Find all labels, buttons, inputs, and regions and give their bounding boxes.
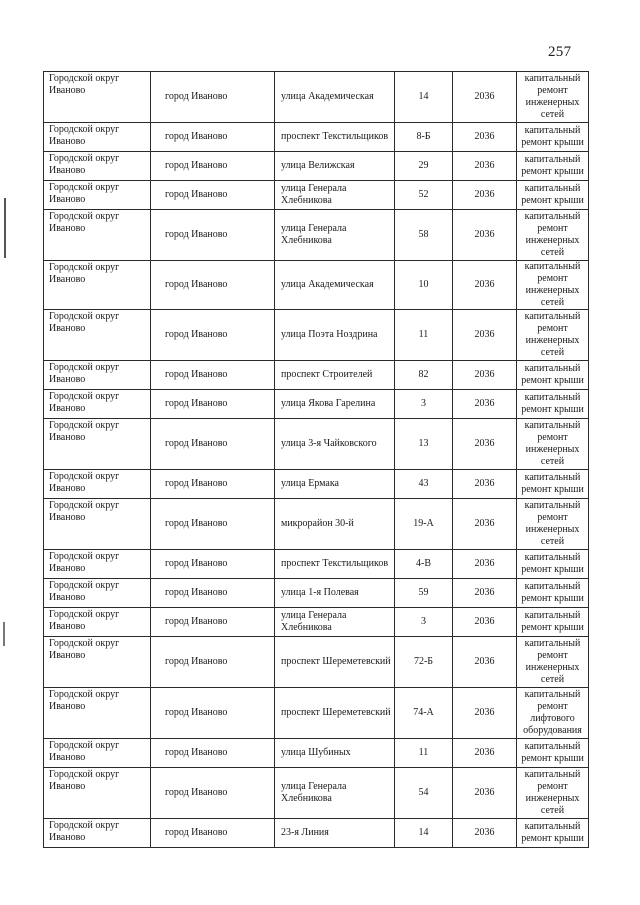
- table-row: [44, 550, 589, 579]
- city-cell: город Иваново: [151, 390, 275, 419]
- city-cell: город Иваново: [151, 470, 275, 499]
- year-cell: 2036: [453, 72, 517, 123]
- owner-cell: Городской округ Иваново: [44, 181, 151, 210]
- owner-cell: Городской округ Иваново: [44, 608, 151, 637]
- work-type-cell: капитальный ремонт инженерных сетей: [517, 310, 589, 361]
- street-cell: улица 1-я Полевая: [275, 579, 395, 608]
- street-cell: улица Якова Гарелина: [275, 390, 395, 419]
- house-number-cell: 14: [395, 819, 453, 848]
- work-type-cell: капитальный ремонт инженерных сетей: [517, 72, 589, 123]
- table-row: [44, 499, 589, 550]
- table-row: [44, 261, 589, 310]
- table-row: [44, 470, 589, 499]
- table-row: [44, 181, 589, 210]
- owner-cell: Городской округ Иваново: [44, 579, 151, 608]
- year-cell: 2036: [453, 579, 517, 608]
- owner-cell: Городской округ Иваново: [44, 550, 151, 579]
- work-type-cell: капитальный ремонт крыши: [517, 390, 589, 419]
- table-row: [44, 310, 589, 361]
- street-cell: улица Шубиных: [275, 739, 395, 768]
- table-row: [44, 361, 589, 390]
- street-cell: улица Ермака: [275, 470, 395, 499]
- street-cell: улица Поэта Ноздрина: [275, 310, 395, 361]
- owner-cell: Городской округ Иваново: [44, 361, 151, 390]
- page-number: 257: [548, 44, 572, 60]
- house-number-cell: 11: [395, 739, 453, 768]
- city-cell: город Иваново: [151, 579, 275, 608]
- street-cell: проспект Шереметевский: [275, 637, 395, 688]
- owner-cell: Городской округ Иваново: [44, 152, 151, 181]
- city-cell: город Иваново: [151, 688, 275, 739]
- city-cell: город Иваново: [151, 819, 275, 848]
- house-number-cell: 19-А: [395, 499, 453, 550]
- register-table: [43, 71, 589, 848]
- city-cell: город Иваново: [151, 361, 275, 390]
- owner-cell: Городской округ Иваново: [44, 123, 151, 152]
- city-cell: город Иваново: [151, 310, 275, 361]
- house-number-cell: 13: [395, 419, 453, 470]
- street-cell: 23-я Линия: [275, 819, 395, 848]
- house-number-cell: 54: [395, 768, 453, 819]
- work-type-cell: капитальный ремонт крыши: [517, 181, 589, 210]
- house-number-cell: 10: [395, 261, 453, 310]
- year-cell: 2036: [453, 261, 517, 310]
- city-cell: город Иваново: [151, 152, 275, 181]
- house-number-cell: 58: [395, 210, 453, 261]
- year-cell: 2036: [453, 688, 517, 739]
- city-cell: город Иваново: [151, 181, 275, 210]
- year-cell: 2036: [453, 499, 517, 550]
- table-row: [44, 819, 589, 848]
- house-number-cell: 11: [395, 310, 453, 361]
- street-cell: проспект Текстильщиков: [275, 123, 395, 152]
- year-cell: 2036: [453, 152, 517, 181]
- work-type-cell: капитальный ремонт крыши: [517, 361, 589, 390]
- table-row: [44, 419, 589, 470]
- owner-cell: Городской округ Иваново: [44, 470, 151, 499]
- owner-cell: Городской округ Иваново: [44, 739, 151, 768]
- house-number-cell: 74-А: [395, 688, 453, 739]
- street-cell: улица Генерала Хлебникова: [275, 608, 395, 637]
- house-number-cell: 3: [395, 608, 453, 637]
- house-number-cell: 29: [395, 152, 453, 181]
- city-cell: город Иваново: [151, 72, 275, 123]
- year-cell: 2036: [453, 550, 517, 579]
- table-row: [44, 608, 589, 637]
- owner-cell: Городской округ Иваново: [44, 310, 151, 361]
- street-cell: улица Генерала Хлебникова: [275, 181, 395, 210]
- work-type-cell: капитальный ремонт инженерных сетей: [517, 419, 589, 470]
- owner-cell: Городской округ Иваново: [44, 390, 151, 419]
- city-cell: город Иваново: [151, 768, 275, 819]
- work-type-cell: капитальный ремонт крыши: [517, 579, 589, 608]
- year-cell: 2036: [453, 361, 517, 390]
- table-row: [44, 739, 589, 768]
- owner-cell: Городской округ Иваново: [44, 261, 151, 310]
- register-table-body: [44, 72, 589, 848]
- year-cell: 2036: [453, 768, 517, 819]
- house-number-cell: 52: [395, 181, 453, 210]
- year-cell: 2036: [453, 419, 517, 470]
- city-cell: город Иваново: [151, 261, 275, 310]
- work-type-cell: капитальный ремонт крыши: [517, 608, 589, 637]
- table-row: [44, 72, 589, 123]
- city-cell: город Иваново: [151, 550, 275, 579]
- owner-cell: Городской округ Иваново: [44, 768, 151, 819]
- owner-cell: Городской округ Иваново: [44, 637, 151, 688]
- work-type-cell: капитальный ремонт крыши: [517, 819, 589, 848]
- house-number-cell: 43: [395, 470, 453, 499]
- house-number-cell: 3: [395, 390, 453, 419]
- year-cell: 2036: [453, 637, 517, 688]
- work-type-cell: капитальный ремонт крыши: [517, 470, 589, 499]
- year-cell: 2036: [453, 123, 517, 152]
- scan-artifact-mark: [4, 198, 6, 258]
- year-cell: 2036: [453, 210, 517, 261]
- table-row: [44, 123, 589, 152]
- city-cell: город Иваново: [151, 637, 275, 688]
- table-row: [44, 210, 589, 261]
- city-cell: город Иваново: [151, 608, 275, 637]
- street-cell: улица Велижская: [275, 152, 395, 181]
- work-type-cell: капитальный ремонт крыши: [517, 550, 589, 579]
- owner-cell: Городской округ Иваново: [44, 210, 151, 261]
- work-type-cell: капитальный ремонт крыши: [517, 123, 589, 152]
- table-row: [44, 768, 589, 819]
- work-type-cell: капитальный ремонт крыши: [517, 739, 589, 768]
- house-number-cell: 72-Б: [395, 637, 453, 688]
- owner-cell: Городской округ Иваново: [44, 72, 151, 123]
- city-cell: город Иваново: [151, 123, 275, 152]
- street-cell: улица Генерала Хлебникова: [275, 210, 395, 261]
- street-cell: микрорайон 30-й: [275, 499, 395, 550]
- house-number-cell: 82: [395, 361, 453, 390]
- city-cell: город Иваново: [151, 499, 275, 550]
- work-type-cell: капитальный ремонт лифтового оборудования: [517, 688, 589, 739]
- house-number-cell: 4-В: [395, 550, 453, 579]
- scan-artifact-mark: [3, 622, 5, 646]
- year-cell: 2036: [453, 181, 517, 210]
- work-type-cell: капитальный ремонт инженерных сетей: [517, 261, 589, 310]
- street-cell: проспект Текстильщиков: [275, 550, 395, 579]
- street-cell: проспект Строителей: [275, 361, 395, 390]
- year-cell: 2036: [453, 608, 517, 637]
- work-type-cell: капитальный ремонт инженерных сетей: [517, 210, 589, 261]
- street-cell: улица 3-я Чайковского: [275, 419, 395, 470]
- street-cell: улица Академическая: [275, 72, 395, 123]
- work-type-cell: капитальный ремонт инженерных сетей: [517, 768, 589, 819]
- city-cell: город Иваново: [151, 419, 275, 470]
- street-cell: проспект Шереметевский: [275, 688, 395, 739]
- street-cell: улица Генерала Хлебникова: [275, 768, 395, 819]
- street-cell: улица Академическая: [275, 261, 395, 310]
- owner-cell: Городской округ Иваново: [44, 688, 151, 739]
- table-row: [44, 579, 589, 608]
- work-type-cell: капитальный ремонт инженерных сетей: [517, 499, 589, 550]
- table-row: [44, 637, 589, 688]
- owner-cell: Городской округ Иваново: [44, 819, 151, 848]
- city-cell: город Иваново: [151, 739, 275, 768]
- work-type-cell: капитальный ремонт инженерных сетей: [517, 637, 589, 688]
- year-cell: 2036: [453, 739, 517, 768]
- house-number-cell: 8-Б: [395, 123, 453, 152]
- work-type-cell: капитальный ремонт крыши: [517, 152, 589, 181]
- table-row: [44, 390, 589, 419]
- city-cell: город Иваново: [151, 210, 275, 261]
- owner-cell: Городской округ Иваново: [44, 419, 151, 470]
- year-cell: 2036: [453, 390, 517, 419]
- year-cell: 2036: [453, 470, 517, 499]
- year-cell: 2036: [453, 819, 517, 848]
- owner-cell: Городской округ Иваново: [44, 499, 151, 550]
- year-cell: 2036: [453, 310, 517, 361]
- table-row: [44, 152, 589, 181]
- house-number-cell: 14: [395, 72, 453, 123]
- table-row: [44, 688, 589, 739]
- house-number-cell: 59: [395, 579, 453, 608]
